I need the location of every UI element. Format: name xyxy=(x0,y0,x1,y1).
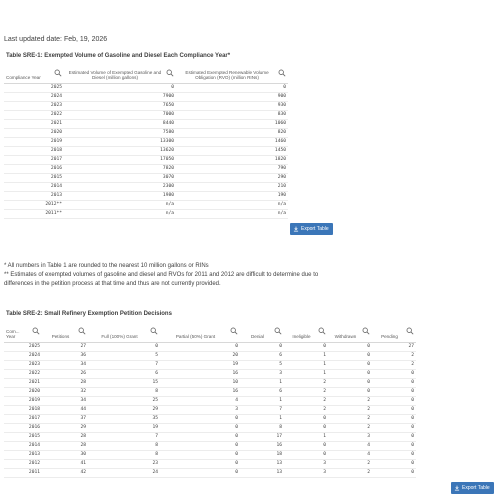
table-cell: 8440 xyxy=(64,119,176,128)
table-cell: 0 xyxy=(328,342,372,351)
table-cell: 2 xyxy=(328,414,372,423)
column-label: Ineligible xyxy=(292,334,311,340)
table-cell: 0 xyxy=(372,441,416,450)
table-cell: 44 xyxy=(42,405,88,414)
table-cell: 29 xyxy=(88,405,160,414)
table-cell: 3 xyxy=(328,432,372,441)
table-cell: 1060 xyxy=(176,119,288,128)
search-icon[interactable] xyxy=(362,327,370,335)
table-cell: 2024 xyxy=(4,92,64,101)
table-cell: 2015 xyxy=(4,432,42,441)
table-cell: 2 xyxy=(328,468,372,477)
column-header-3[interactable] xyxy=(160,320,240,342)
table-cell: 13 xyxy=(240,468,284,477)
table-cell: 2014 xyxy=(4,182,64,191)
table-cell: 4 xyxy=(328,450,372,459)
table-row[interactable] xyxy=(4,459,416,468)
table-cell: 820 xyxy=(176,128,288,137)
column-label: Denial xyxy=(250,334,265,340)
table-cell: 2022 xyxy=(4,369,42,378)
table-row[interactable] xyxy=(4,360,416,369)
table-cell: 0 xyxy=(176,83,288,92)
table-cell: n/a xyxy=(176,200,288,209)
table-cell: 2013 xyxy=(4,450,42,459)
table-row[interactable] xyxy=(4,396,416,405)
export-button-label: Export Table xyxy=(462,485,490,491)
table-cell: 7 xyxy=(240,405,284,414)
table2-title: Table SRE-2: Small Refinery Exemption Petition Decisions xyxy=(6,311,172,317)
table-cell: 6 xyxy=(240,387,284,396)
table-row[interactable] xyxy=(4,423,416,432)
table-row[interactable] xyxy=(4,405,416,414)
table-cell: 3 xyxy=(160,405,240,414)
table-cell: 23 xyxy=(88,459,160,468)
table-cell: 1 xyxy=(240,378,284,387)
table-cell: 0 xyxy=(160,441,240,450)
table-cell: 1 xyxy=(284,351,328,360)
table-cell: 6 xyxy=(88,369,160,378)
table-cell: 2 xyxy=(328,459,372,468)
table-cell: 0 xyxy=(160,450,240,459)
search-icon[interactable] xyxy=(54,69,62,77)
table-cell: 2011** xyxy=(4,209,64,218)
table-cell: 17050 xyxy=(64,155,176,164)
table-cell: 5 xyxy=(240,360,284,369)
table-header-row xyxy=(4,320,416,342)
table-cell: 7650 xyxy=(64,101,176,110)
table-cell: 0 xyxy=(160,432,240,441)
column-label: Estimated Volume of Exempted Gasoline and Diesel (million gallons) xyxy=(68,70,162,81)
export-button-label: Export Table xyxy=(301,226,329,232)
table-cell: 28 xyxy=(42,432,88,441)
table-cell: 17 xyxy=(240,432,284,441)
table-cell: 0 xyxy=(160,423,240,432)
table-cell: 2019 xyxy=(4,137,64,146)
table-cell: 1 xyxy=(284,360,328,369)
table-cell: 190 xyxy=(176,191,288,200)
table-cell: 0 xyxy=(240,342,284,351)
table-cell: 0 xyxy=(328,387,372,396)
table-cell: 34 xyxy=(42,360,88,369)
petition-decisions-table xyxy=(4,320,416,478)
table-cell: 0 xyxy=(284,342,328,351)
table-row[interactable] xyxy=(4,146,288,155)
column-header-exempted-rvo[interactable] xyxy=(176,63,288,83)
search-icon[interactable] xyxy=(318,327,326,335)
table-cell: 41 xyxy=(42,459,88,468)
table-cell: 2016 xyxy=(4,423,42,432)
table-cell: 2017 xyxy=(4,155,64,164)
table-cell: 2019 xyxy=(4,396,42,405)
table-row[interactable] xyxy=(4,200,288,209)
table-cell: 19 xyxy=(88,423,160,432)
table-cell: 2020 xyxy=(4,387,42,396)
table-cell: 2 xyxy=(372,360,416,369)
table-row[interactable] xyxy=(4,351,416,360)
table-cell: 2300 xyxy=(64,182,176,191)
note-1: * All numbers in Table 1 are rounded to the nearest 10 million gallons or RINs xyxy=(4,263,209,269)
table-cell: 8 xyxy=(88,450,160,459)
column-header-4[interactable] xyxy=(240,320,284,342)
search-icon[interactable] xyxy=(32,327,40,335)
column-header-6[interactable] xyxy=(328,320,372,342)
table-cell: 4 xyxy=(328,441,372,450)
table-row[interactable] xyxy=(4,155,288,164)
table-cell: 7000 xyxy=(64,110,176,119)
table-cell: 28 xyxy=(42,378,88,387)
table-cell: 1 xyxy=(240,396,284,405)
table-cell: 2018 xyxy=(4,405,42,414)
table-cell: 34 xyxy=(42,396,88,405)
search-icon[interactable] xyxy=(230,327,238,335)
table-cell: 1 xyxy=(240,414,284,423)
table-cell: 29 xyxy=(42,423,88,432)
table-row[interactable] xyxy=(4,119,288,128)
export-table-button[interactable] xyxy=(451,482,494,494)
table-cell: 2022 xyxy=(4,110,64,119)
table-cell: 20 xyxy=(160,351,240,360)
column-header-compliance-year[interactable] xyxy=(4,63,64,83)
table-cell: 0 xyxy=(372,396,416,405)
column-label: Withdrawn xyxy=(334,334,357,340)
search-icon[interactable] xyxy=(166,69,174,77)
table-cell: 1820 xyxy=(176,155,288,164)
column-label: Full (100%) Grant xyxy=(101,334,138,340)
table-cell: 2016 xyxy=(4,164,64,173)
table-cell: 0 xyxy=(160,459,240,468)
table-cell: 1460 xyxy=(176,137,288,146)
table-cell: 2 xyxy=(284,387,328,396)
table-row[interactable] xyxy=(4,414,416,423)
table-row[interactable] xyxy=(4,209,288,218)
table-cell: 0 xyxy=(160,468,240,477)
table-cell: 8 xyxy=(88,441,160,450)
table-cell: 15 xyxy=(88,378,160,387)
table-cell: 0 xyxy=(372,369,416,378)
table-row[interactable] xyxy=(4,378,416,387)
table-row[interactable] xyxy=(4,432,416,441)
table-cell: 2011 xyxy=(4,468,42,477)
table-cell: 2018 xyxy=(4,146,64,155)
table-cell: 36 xyxy=(42,351,88,360)
column-header-0[interactable] xyxy=(4,320,42,342)
table-row[interactable] xyxy=(4,128,288,137)
table-cell: 0 xyxy=(372,423,416,432)
table-cell: n/a xyxy=(176,209,288,218)
table-cell: 19 xyxy=(160,360,240,369)
table-cell: 1 xyxy=(284,369,328,378)
table-cell: 8 xyxy=(240,423,284,432)
table-cell: 16 xyxy=(160,387,240,396)
table-cell: 0 xyxy=(372,459,416,468)
column-label: Partial (50%) Grant xyxy=(175,334,216,340)
table-row[interactable] xyxy=(4,369,416,378)
table-cell: 7820 xyxy=(64,164,176,173)
table-cell: 2014 xyxy=(4,441,42,450)
table-notes xyxy=(4,262,324,289)
table-cell: 0 xyxy=(160,342,240,351)
table-cell: 18 xyxy=(240,450,284,459)
table-cell: 0 xyxy=(160,414,240,423)
table-cell: 24 xyxy=(88,468,160,477)
table-cell: 16 xyxy=(160,369,240,378)
table-cell: 0 xyxy=(328,360,372,369)
column-header-7[interactable] xyxy=(372,320,416,342)
download-icon xyxy=(293,226,299,232)
table-cell: 2021 xyxy=(4,378,42,387)
table-cell: 2015 xyxy=(4,173,64,182)
table-row[interactable] xyxy=(4,182,288,191)
table-cell: 7580 xyxy=(64,128,176,137)
table-cell: 26 xyxy=(42,369,88,378)
table-cell: 2 xyxy=(284,396,328,405)
table-cell: 13300 xyxy=(64,137,176,146)
last-updated-text: Last updated date: Feb, 19, 2026 xyxy=(4,36,108,43)
search-icon[interactable] xyxy=(150,327,158,335)
table-cell: 16 xyxy=(240,441,284,450)
table-cell: 1 xyxy=(284,432,328,441)
table-cell: 0 xyxy=(88,342,160,351)
table-cell: 1980 xyxy=(64,191,176,200)
table-row[interactable] xyxy=(4,441,416,450)
compliance-volume-table xyxy=(4,63,288,219)
table-row[interactable] xyxy=(4,450,416,459)
table-cell: 27 xyxy=(372,342,416,351)
table-cell: 5 xyxy=(88,351,160,360)
table-cell: 28 xyxy=(42,441,88,450)
table-cell: 2025 xyxy=(4,342,42,351)
table-cell: 42 xyxy=(42,468,88,477)
table-cell: 3 xyxy=(284,459,328,468)
table-cell: 35 xyxy=(88,414,160,423)
table-cell: 2020 xyxy=(4,128,64,137)
table-cell: 900 xyxy=(176,92,288,101)
table-cell: 8 xyxy=(88,387,160,396)
table-cell: 290 xyxy=(176,173,288,182)
table-cell: 2012** xyxy=(4,200,64,209)
table-cell: 32 xyxy=(42,387,88,396)
table-cell: 2017 xyxy=(4,414,42,423)
table-cell: 1450 xyxy=(176,146,288,155)
table-cell: 2023 xyxy=(4,360,42,369)
table-cell: 0 xyxy=(372,378,416,387)
table-cell: 4 xyxy=(160,396,240,405)
table-row[interactable] xyxy=(4,387,416,396)
table-cell: 0 xyxy=(372,432,416,441)
column-label: Compliance Year xyxy=(6,75,41,81)
table-cell: 0 xyxy=(372,387,416,396)
table-cell: 37 xyxy=(42,414,88,423)
table-cell: 2 xyxy=(328,423,372,432)
table-cell: n/a xyxy=(64,200,176,209)
table-cell: 6 xyxy=(240,351,284,360)
table-cell: 0 xyxy=(372,450,416,459)
download-icon xyxy=(454,485,460,491)
table-cell: 3 xyxy=(284,468,328,477)
column-label: Estimated Exempted Renewable Volume Obligation (RVO) (million RINs) xyxy=(185,70,269,81)
table-cell: 0 xyxy=(328,369,372,378)
column-header-5[interactable] xyxy=(284,320,328,342)
export-table-button[interactable] xyxy=(290,223,333,235)
column-label: Petitions xyxy=(51,334,70,340)
table1-title: Table SRE-1: Exempted Volume of Gasoline and Diesel Each Compliance Year* xyxy=(6,53,231,59)
table-cell: 2025 xyxy=(4,83,64,92)
table-cell: 0 xyxy=(328,351,372,360)
table-cell: 2 xyxy=(372,351,416,360)
table-cell: 830 xyxy=(176,110,288,119)
table-cell: 2023 xyxy=(4,101,64,110)
search-icon[interactable] xyxy=(278,69,286,77)
table-cell: 30 xyxy=(42,450,88,459)
table-row[interactable] xyxy=(4,164,288,173)
note-2: ** Estimates of exempted volumes of gasoline and diesel and RVOs for 2011 and 2012 are difficult to determine due to differences in the petition process at that time and thus are not currently provided. xyxy=(4,272,319,287)
table-cell: 210 xyxy=(176,182,288,191)
table-cell: 10 xyxy=(160,378,240,387)
table-cell: n/a xyxy=(64,209,176,218)
table-cell: 0 xyxy=(284,414,328,423)
table-cell: 0 xyxy=(372,468,416,477)
table-cell: 2012 xyxy=(4,459,42,468)
column-header-exempted-volume[interactable] xyxy=(64,63,176,83)
table-cell: 2013 xyxy=(4,191,64,200)
table-cell: 2 xyxy=(284,378,328,387)
table-row[interactable] xyxy=(4,173,288,182)
column-label: Com... Year xyxy=(6,329,20,340)
table-cell: 0 xyxy=(64,83,176,92)
table-row[interactable] xyxy=(4,83,288,92)
table-row[interactable] xyxy=(4,137,288,146)
table-cell: 7 xyxy=(88,432,160,441)
table-cell: 2024 xyxy=(4,351,42,360)
table-row[interactable] xyxy=(4,110,288,119)
table-cell: 0 xyxy=(372,405,416,414)
search-icon[interactable] xyxy=(274,327,282,335)
table-row[interactable] xyxy=(4,191,288,200)
column-label: Pending xyxy=(381,334,398,340)
table-cell: 27 xyxy=(42,342,88,351)
column-header-2[interactable] xyxy=(88,320,160,342)
table-cell: 0 xyxy=(284,450,328,459)
table-cell: 7 xyxy=(88,360,160,369)
table-row[interactable] xyxy=(4,92,288,101)
table-cell: 0 xyxy=(284,423,328,432)
table-row[interactable] xyxy=(4,468,416,477)
table-cell: 930 xyxy=(176,101,288,110)
table-row[interactable] xyxy=(4,101,288,110)
table-header-row xyxy=(4,63,288,83)
search-icon[interactable] xyxy=(406,327,414,335)
table-cell: 2 xyxy=(328,405,372,414)
table-cell: 0 xyxy=(328,378,372,387)
table-cell: 0 xyxy=(284,441,328,450)
table-cell: 790 xyxy=(176,164,288,173)
table-cell: 13620 xyxy=(64,146,176,155)
table-cell: 3070 xyxy=(64,173,176,182)
table-cell: 25 xyxy=(88,396,160,405)
table-cell: 13 xyxy=(240,459,284,468)
table-cell: 2 xyxy=(328,396,372,405)
table-cell: 7900 xyxy=(64,92,176,101)
table-cell: 2 xyxy=(284,405,328,414)
search-icon[interactable] xyxy=(78,327,86,335)
table-row[interactable] xyxy=(4,342,416,351)
table-cell: 3 xyxy=(240,369,284,378)
column-header-1[interactable] xyxy=(42,320,88,342)
table-cell: 0 xyxy=(372,414,416,423)
table-cell: 2021 xyxy=(4,119,64,128)
